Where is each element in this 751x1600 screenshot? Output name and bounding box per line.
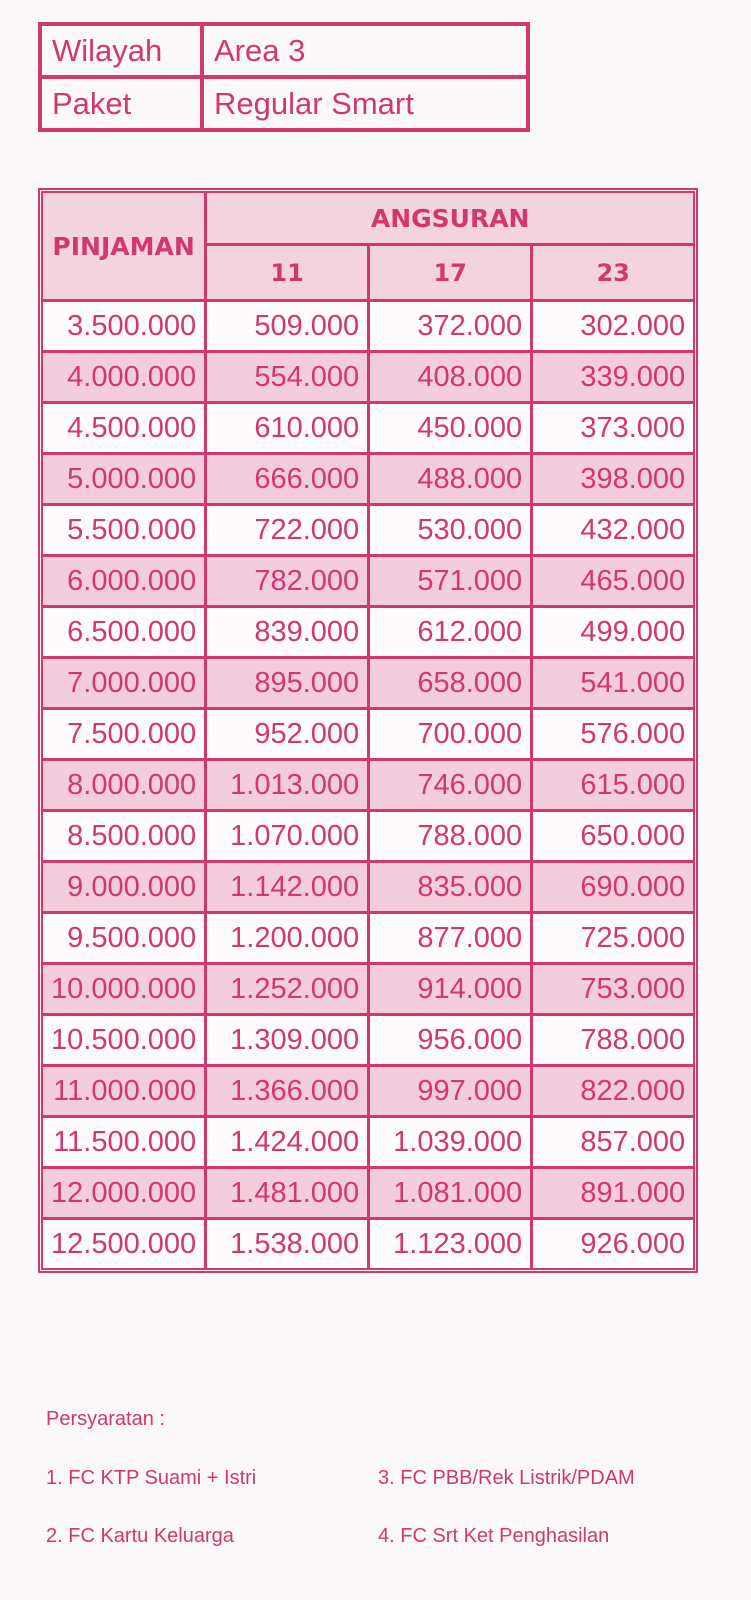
requirements-title: Persyaratan : (46, 1408, 165, 1430)
table-row (43, 914, 693, 962)
loan-amount-cell: 10.500.000 (43, 1016, 204, 1064)
installment-17-cell: 1.123.000 (370, 1220, 530, 1268)
installment-17-cell: 612.000 (370, 608, 530, 656)
installment-17-cell: 658.000 (370, 659, 530, 707)
loan-amount-cell: 10.000.000 (43, 965, 204, 1013)
installment-23-cell: 822.000 (533, 1067, 693, 1115)
installment-23-cell: 339.000 (533, 353, 693, 401)
table-row (43, 1016, 693, 1064)
installment-17-cell: 746.000 (370, 761, 530, 809)
table-row (43, 710, 693, 758)
loan-amount-cell: 5.000.000 (43, 455, 204, 503)
installment-11-cell: 1.481.000 (207, 1169, 367, 1217)
installment-11-cell: 666.000 (207, 455, 367, 503)
installment-17-cell: 997.000 (370, 1067, 530, 1115)
table-row (43, 557, 693, 605)
info-box (38, 22, 530, 132)
installment-17-cell: 700.000 (370, 710, 530, 758)
installment-23-cell: 857.000 (533, 1118, 693, 1166)
installment-23-cell: 615.000 (533, 761, 693, 809)
table-row (43, 302, 693, 350)
installment-17-cell: 877.000 (370, 914, 530, 962)
installment-11-cell: 554.000 (207, 353, 367, 401)
installment-23-cell: 926.000 (533, 1220, 693, 1268)
package-label: Paket (40, 77, 202, 130)
table-row (43, 1067, 693, 1115)
requirement-item: 3. FC PBB/Rek Listrik/PDAM (378, 1467, 635, 1489)
region-row (40, 24, 528, 77)
loan-amount-cell: 7.500.000 (43, 710, 204, 758)
table-row (43, 1220, 693, 1268)
requirement-item: 2. FC Kartu Keluarga (46, 1525, 234, 1547)
table-row (43, 1118, 693, 1166)
installment-17-cell: 372.000 (370, 302, 530, 350)
package-value: Regular Smart (202, 77, 528, 130)
requirement-item: 4. FC Srt Ket Penghasilan (378, 1525, 610, 1547)
loan-amount-cell: 7.000.000 (43, 659, 204, 707)
installment-17-cell: 914.000 (370, 965, 530, 1013)
table-row (43, 404, 693, 452)
installment-11-cell: 1.252.000 (207, 965, 367, 1013)
installment-11-cell: 1.538.000 (207, 1220, 367, 1268)
installment-11-cell: 839.000 (207, 608, 367, 656)
installment-17-cell: 408.000 (370, 353, 530, 401)
installment-11-cell: 722.000 (207, 506, 367, 554)
installment-11-cell: 1.200.000 (207, 914, 367, 962)
loan-amount-cell: 8.500.000 (43, 812, 204, 860)
loan-amount-cell: 8.000.000 (43, 761, 204, 809)
installment-11-cell: 509.000 (207, 302, 367, 350)
installment-11-cell: 1.013.000 (207, 761, 367, 809)
installment-23-cell: 725.000 (533, 914, 693, 962)
installment-23-cell: 499.000 (533, 608, 693, 656)
loan-amount-cell: 3.500.000 (43, 302, 204, 350)
installment-17-cell: 835.000 (370, 863, 530, 911)
installment-17-cell: 530.000 (370, 506, 530, 554)
installment-17-cell: 571.000 (370, 557, 530, 605)
installment-17-cell: 488.000 (370, 455, 530, 503)
installment-11-cell: 610.000 (207, 404, 367, 452)
installment-11-cell: 1.309.000 (207, 1016, 367, 1064)
region-value: Area 3 (202, 24, 528, 77)
installment-23-cell: 650.000 (533, 812, 693, 860)
loan-header: PINJAMAN (43, 193, 204, 299)
installment-23-cell: 788.000 (533, 1016, 693, 1064)
loan-amount-cell: 11.500.000 (43, 1118, 204, 1166)
installment-11-cell: 1.424.000 (207, 1118, 367, 1166)
table-row (43, 863, 693, 911)
table-row (43, 659, 693, 707)
installment-23-cell: 432.000 (533, 506, 693, 554)
loan-amount-cell: 4.500.000 (43, 404, 204, 452)
installment-11-cell: 1.070.000 (207, 812, 367, 860)
installment-17-cell: 788.000 (370, 812, 530, 860)
installment-17-cell: 956.000 (370, 1016, 530, 1064)
loan-amount-cell: 6.500.000 (43, 608, 204, 656)
requirement-item: 1. FC KTP Suami + Istri (46, 1467, 257, 1489)
table-row (43, 812, 693, 860)
installment-23-cell: 690.000 (533, 863, 693, 911)
loan-amount-cell: 12.500.000 (43, 1220, 204, 1268)
loan-amount-cell: 9.000.000 (43, 863, 204, 911)
installment-23-cell: 398.000 (533, 455, 693, 503)
table-row (43, 455, 693, 503)
table-row (43, 608, 693, 656)
installment-23-cell: 465.000 (533, 557, 693, 605)
term-header: 17 (370, 246, 530, 299)
table-row (43, 506, 693, 554)
installment-23-cell: 302.000 (533, 302, 693, 350)
term-header: 23 (533, 246, 693, 299)
loan-amount-cell: 4.000.000 (43, 353, 204, 401)
loan-amount-cell: 11.000.000 (43, 1067, 204, 1115)
table-row (43, 353, 693, 401)
table-body (43, 302, 693, 1268)
table-row (43, 761, 693, 809)
loan-amount-cell: 12.000.000 (43, 1169, 204, 1217)
installment-header: ANGSURAN (207, 193, 693, 243)
installment-23-cell: 891.000 (533, 1169, 693, 1217)
installment-11-cell: 952.000 (207, 710, 367, 758)
installment-table (38, 188, 698, 1273)
installment-23-cell: 576.000 (533, 710, 693, 758)
installment-23-cell: 373.000 (533, 404, 693, 452)
installment-17-cell: 1.039.000 (370, 1118, 530, 1166)
installment-11-cell: 1.366.000 (207, 1067, 367, 1115)
installment-11-cell: 782.000 (207, 557, 367, 605)
installment-11-cell: 1.142.000 (207, 863, 367, 911)
table-row (43, 1169, 693, 1217)
loan-amount-cell: 5.500.000 (43, 506, 204, 554)
package-row (40, 77, 528, 130)
installment-23-cell: 541.000 (533, 659, 693, 707)
table-row (43, 965, 693, 1013)
installment-17-cell: 1.081.000 (370, 1169, 530, 1217)
region-label: Wilayah (40, 24, 202, 77)
term-header: 11 (207, 246, 367, 299)
installment-11-cell: 895.000 (207, 659, 367, 707)
loan-amount-cell: 9.500.000 (43, 914, 204, 962)
loan-amount-cell: 6.000.000 (43, 557, 204, 605)
installment-23-cell: 753.000 (533, 965, 693, 1013)
installment-17-cell: 450.000 (370, 404, 530, 452)
